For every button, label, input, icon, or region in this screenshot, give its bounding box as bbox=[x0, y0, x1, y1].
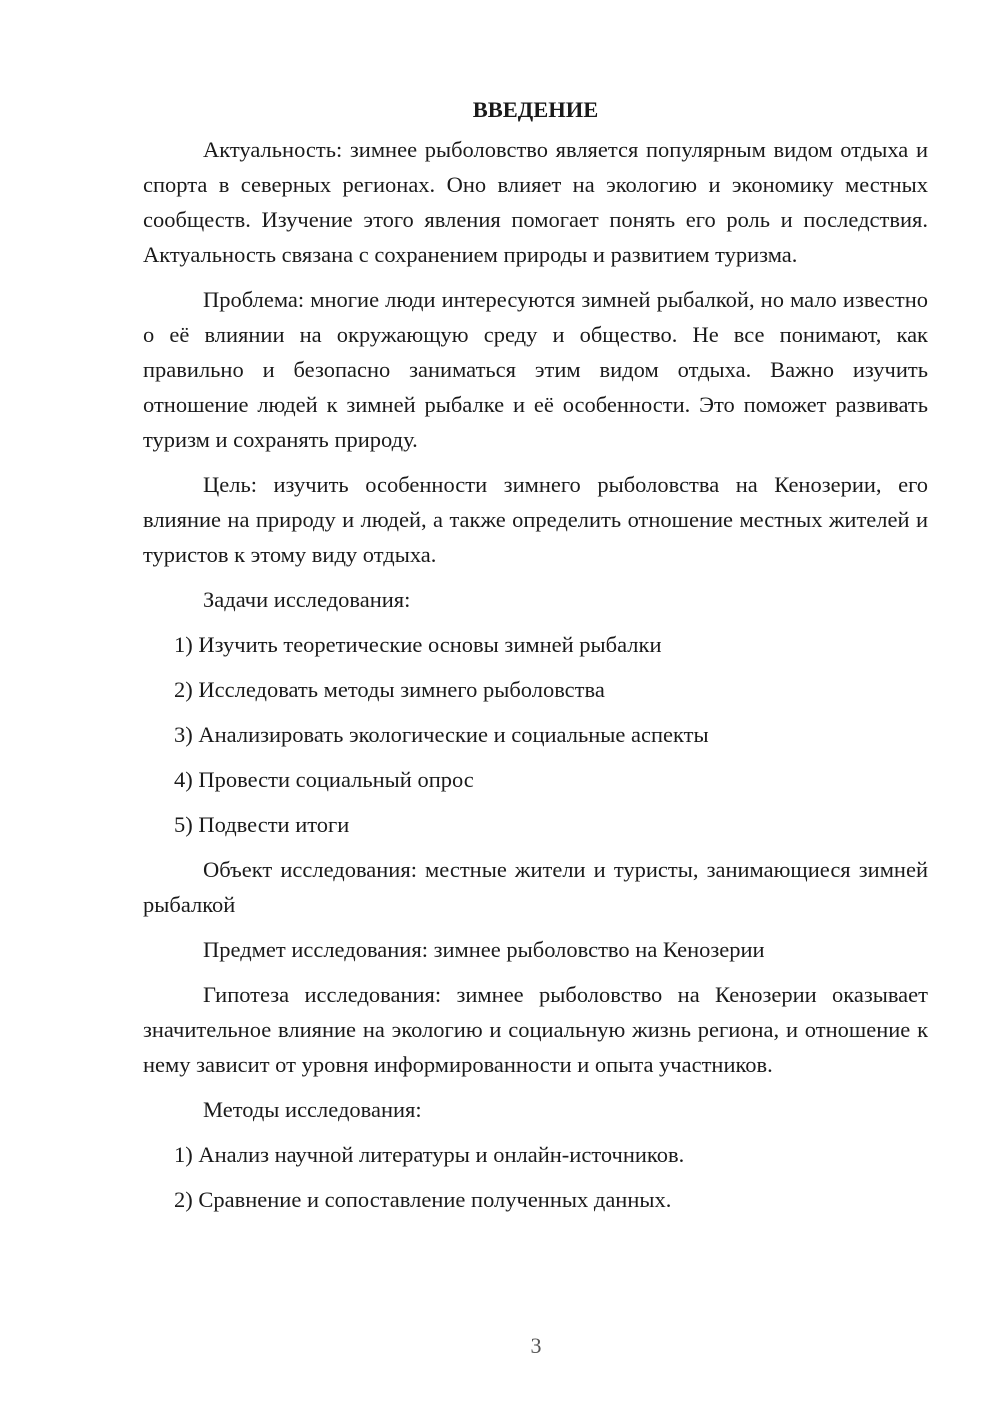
list-item: 3) Анализировать экологические и социальные аспекты bbox=[174, 722, 709, 747]
methods-title: Методы исследования: bbox=[203, 1097, 422, 1122]
section-heading: ВВЕДЕНИЕ bbox=[472, 97, 599, 122]
list-item: 2) Сравнение и сопоставление полученных данных. bbox=[174, 1187, 672, 1212]
hypothesis-paragraph: Гипотеза исследования: зимнее рыболовство на Кенозерии оказывает значительное влияние на экологию и социальную жизнь региона, и отношение к нему зависит от уровня информированности и опыта участников. bbox=[143, 982, 928, 1077]
relevance-paragraph: Актуальность: зимнее рыболовство является популярным видом отдыха и спорта в северных регионах. Оно влияет на экологию и экономику местных сообществ. Изучение этого явления помогает понять его роль и последствия. Актуальность связана с сохранением природы и развитием туризма. bbox=[143, 137, 928, 267]
list-item: 1) Анализ научной литературы и онлайн-источников. bbox=[174, 1142, 685, 1167]
list-item: 4) Провести социальный опрос bbox=[174, 767, 474, 792]
goal-paragraph: Цель: изучить особенности зимнего рыболовства на Кенозерии, его влияние на природу и людей, а также определить отношение местных жителей и туристов к этому виду отдыха. bbox=[143, 472, 928, 567]
list-item: 5) Подвести итоги bbox=[174, 812, 350, 837]
problem-paragraph: Проблема: многие люди интересуются зимней рыбалкой, но мало известно о её влиянии на окружающую среду и общество. Не все понимают, как правильно и безопасно заниматься этим видом отдыха. Важно изучить отношение людей к зимней рыбалке и её особенности. Это поможет развивать туризм и сохранять природу. bbox=[143, 287, 928, 452]
methods-list bbox=[143, 1137, 928, 1217]
subject-paragraph: Предмет исследования: зимнее рыболовство на Кенозерии bbox=[203, 937, 765, 962]
page-number: 3 bbox=[530, 1333, 542, 1358]
list-item: 1) Изучить теоретические основы зимней рыбалки bbox=[174, 632, 662, 657]
tasks-list bbox=[143, 627, 928, 842]
object-paragraph: Объект исследования: местные жители и туристы, занимающиеся зимней рыбалкой bbox=[143, 857, 928, 917]
tasks-title: Задачи исследования: bbox=[203, 587, 411, 612]
list-item: 2) Исследовать методы зимнего рыболовства bbox=[174, 677, 605, 702]
document-page bbox=[143, 92, 928, 1227]
